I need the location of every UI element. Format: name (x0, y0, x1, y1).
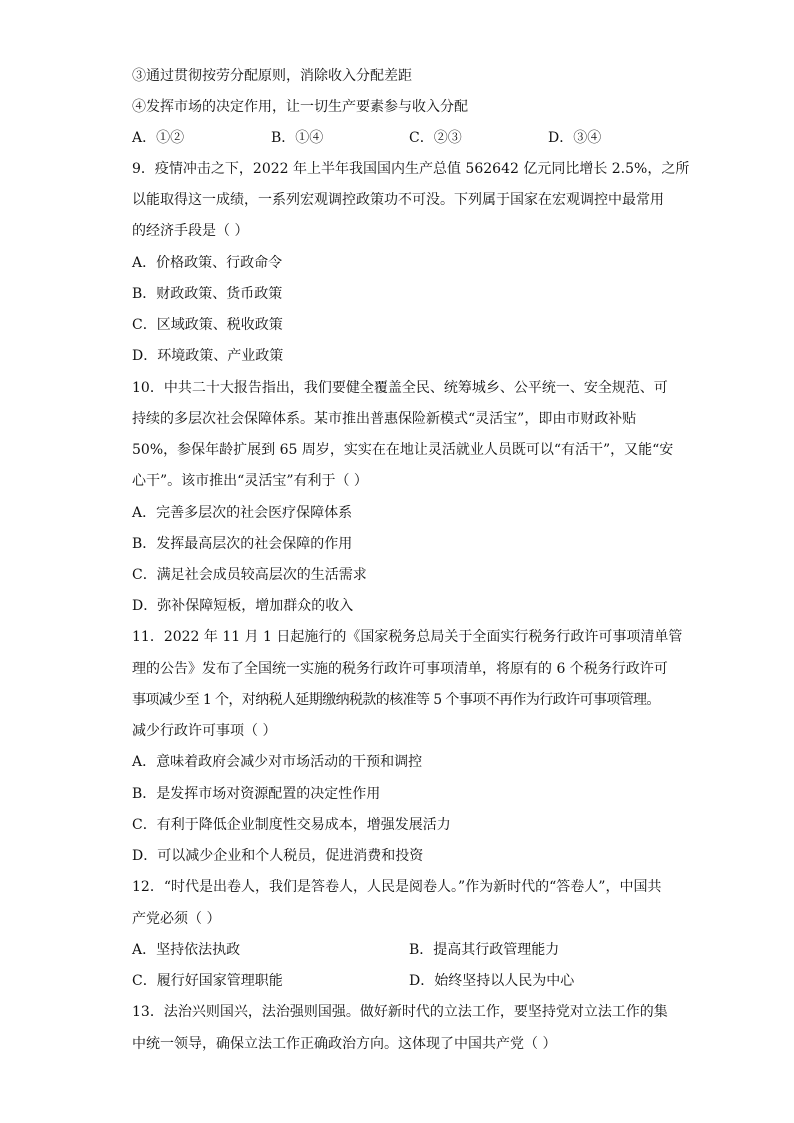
question-9-option-d: D．环境政策、产业政策 (132, 348, 284, 364)
question-10-line-3: 50%，参保年龄扩展到 65 周岁，实实在在地让灵活就业人员既可以“有活干”，又能“安 (132, 442, 674, 458)
question-12-option-a: A．坚持依法执政 (132, 942, 241, 958)
question-10-line-1: 10．中共二十大报告指出，我们要健全覆盖全民、统筹城乡、公平统一、安全规范、可 (132, 380, 668, 396)
option-d: D．③④ (548, 130, 602, 146)
question-9-option-a: A．价格政策、行政命令 (132, 255, 283, 271)
question-12-option-b: B．提高其行政管理能力 (409, 942, 560, 958)
question-10-line-2: 持续的多层次社会保障体系。某市推出普惠保险新模式“灵活宝”，即由市财政补贴 (132, 411, 637, 427)
question-10-option-b: B．发挥最高层次的社会保障的作用 (132, 536, 353, 552)
question-12-options-row-2 (0, 971, 794, 991)
question-12-option-d: D．始终坚持以人民为中心 (409, 973, 575, 989)
prev-options (0, 128, 794, 148)
statement-3: ③通过贯彻按劳分配原则，消除收入分配差距 (132, 68, 412, 84)
option-a: A．①② (132, 130, 185, 146)
question-12-line-1: 12．“时代是出卷人，我们是答卷人，人民是阅卷人。”作为新时代的“答卷人”，中国共 (132, 879, 662, 895)
question-11-option-a: A．意味着政府会减少对市场活动的干预和调控 (132, 754, 423, 770)
option-b: B．①④ (271, 130, 324, 146)
question-12-options-row-1 (0, 940, 794, 960)
question-11-line-4: 减少行政许可事项（ ） (132, 723, 277, 739)
option-c: C．②③ (409, 130, 462, 146)
question-10-option-d: D．弥补保障短板，增加群众的收入 (132, 598, 354, 614)
question-12-line-2: 产党必须（ ） (132, 911, 221, 927)
question-12-option-c: C．履行好国家管理职能 (132, 973, 283, 989)
question-11-line-1: 11．2022 年 11 月 1 日起施行的《国家税务总局关于全面实行税务行政许可事项清单管 (132, 629, 683, 645)
question-11-option-c: C．有利于降低企业制度性交易成本，增强发展活力 (132, 817, 451, 833)
question-11-option-b: B．是发挥市场对资源配置的决定性作用 (132, 786, 381, 802)
question-11-line-2: 理的公告》发布了全国统一实施的税务行政许可事项清单，将原有的 6 个税务行政许可 (132, 661, 668, 677)
question-10-option-c: C．满足社会成员较高层次的生活需求 (132, 567, 367, 583)
question-10-option-a: A．完善多层次的社会医疗保障体系 (132, 505, 353, 521)
question-11-line-3: 事项减少至 1 个，对纳税人延期缴纳税款的核准等 5 个事项不再作为行政许可事项管理。 (132, 692, 660, 708)
statement-4: ④发挥市场的决定作用，让一切生产要素参与收入分配 (132, 99, 468, 115)
question-11-option-d: D．可以减少企业和个人税员，促进消费和投资 (132, 848, 424, 864)
question-13-line-1: 13．法治兴则国兴，法治强则国强。做好新时代的立法工作，要坚持党对立法工作的集 (132, 1004, 668, 1020)
question-9-line-3: 的经济手段是（ ） (132, 223, 249, 239)
question-9-option-b: B．财政政策、货币政策 (132, 286, 283, 302)
question-9-option-c: C．区域政策、税收政策 (132, 317, 283, 333)
question-13-line-2: 中统一领导，确保立法工作正确政治方向。这体现了中国共产党（ ） (132, 1036, 557, 1052)
question-10-line-4: 心干”。该市推出“灵活宝”有利于（ ） (132, 473, 368, 489)
question-9-line-1: 9．疫情冲击之下，2022 年上半年我国国内生产总值 562642 亿元同比增长 2.5%，之所 (132, 161, 690, 177)
question-9-line-2: 以能取得这一成绩，一系列宏观调控政策功不可没。下列属于国家在宏观调控中最常用 (132, 192, 664, 208)
